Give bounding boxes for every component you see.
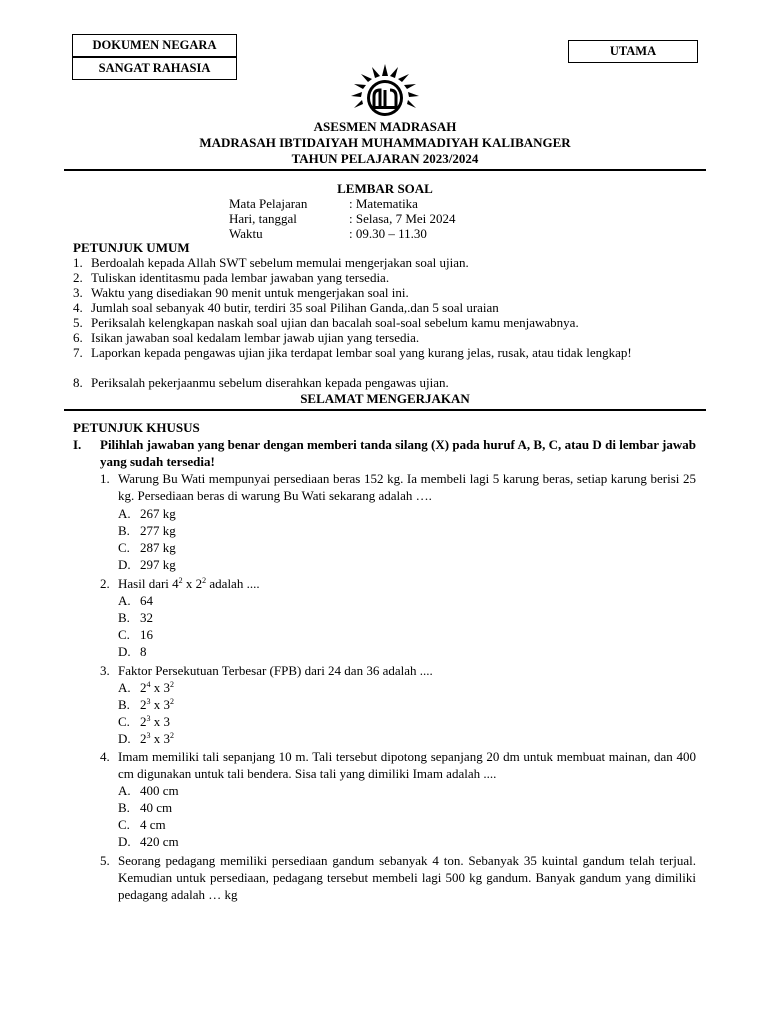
item-text: Periksalah kelengkapan naskah soal ujian dan bacalah soal-soal sebelum kamu menjawabnya. — [91, 315, 579, 330]
option-d — [118, 556, 176, 573]
option-c — [118, 816, 179, 833]
option-c — [118, 713, 174, 730]
closing-greeting: SELAMAT MENGERJAKAN — [300, 391, 470, 406]
question-text: Imam memiliki tali sepanjang 10 m. Tali tersebut dipotong sepanjang 20 dm untuk membuat mainan, dan 400 cm digunakan untuk tali bendera. Sisa tali yang dimiliki Imam adalah .... — [118, 749, 696, 781]
option-text: $2^3$ x $3^2$ — [140, 731, 174, 746]
info-value: : Matematika — [349, 196, 418, 211]
list-item — [73, 255, 683, 270]
item-text: Tuliskan identitasmu pada lembar jawaban yang tersedia. — [91, 270, 390, 285]
list-item — [73, 285, 683, 300]
info-row-time — [229, 225, 427, 242]
option-letter: D. — [118, 644, 131, 659]
item-number: 2. — [73, 270, 83, 285]
item-number: 3. — [73, 285, 83, 300]
box-dokumen-negara: DOKUMEN NEGARA — [72, 34, 237, 57]
question-number: 4. — [100, 749, 110, 764]
option-letter: D. — [118, 557, 131, 572]
item-number: 6. — [73, 330, 83, 345]
options-2 — [118, 592, 153, 660]
option-text: 40 cm — [140, 800, 173, 815]
question-number: 3. — [100, 663, 110, 678]
options-4 — [118, 782, 179, 850]
option-d — [118, 643, 153, 660]
item-number: 7. — [73, 345, 83, 360]
question-5 — [100, 852, 696, 903]
question-number: 1. — [100, 471, 110, 486]
info-key: Waktu — [229, 226, 263, 241]
item-text: Berdoalah kepada Allah SWT sebelum memulai mengerjakan soal ujian. — [91, 255, 469, 270]
option-text: 267 kg — [140, 506, 176, 521]
info-key: Hari, tanggal — [229, 211, 297, 226]
item-text: Laporkan kepada pengawas ujian jika terdapat lembar soal yang kurang jelas, rusak, atau tidak lengkap! — [91, 345, 632, 360]
question-number: 2. — [100, 576, 110, 591]
option-letter: A. — [118, 506, 131, 521]
option-letter: B. — [118, 610, 130, 625]
item-text: Waktu yang disediakan 90 menit untuk mengerjakan soal ini. — [91, 285, 409, 300]
info-key: Mata Pelajaran — [229, 196, 308, 211]
option-letter: C. — [118, 817, 130, 832]
option-letter: A. — [118, 680, 131, 695]
item-number: 5. — [73, 315, 83, 330]
option-text: 420 cm — [140, 834, 179, 849]
option-text: 400 cm — [140, 783, 179, 798]
header-divider — [64, 169, 706, 171]
question-text: Hasil dari $4^2$ x $2^2$ adalah .... — [118, 576, 260, 591]
option-letter: D. — [118, 731, 131, 746]
question-number: 5. — [100, 853, 110, 868]
options-3 — [118, 679, 174, 747]
box-utama: UTAMA — [568, 40, 698, 63]
option-text: 287 kg — [140, 540, 176, 555]
option-text: $2^4$ x $3^2$ — [140, 680, 174, 695]
option-b — [118, 799, 179, 816]
option-text: 16 — [140, 627, 153, 642]
option-letter: A. — [118, 593, 131, 608]
option-d — [118, 833, 179, 850]
item-number: 1. — [73, 255, 83, 270]
option-text: 297 kg — [140, 557, 176, 572]
option-text: 4 cm — [140, 817, 166, 832]
option-letter: A. — [118, 783, 131, 798]
section-divider — [64, 409, 706, 411]
option-letter: C. — [118, 627, 130, 642]
option-d — [118, 730, 174, 747]
option-b — [118, 522, 176, 539]
option-letter: B. — [118, 697, 130, 712]
list-item — [73, 270, 683, 285]
school-year: TAHUN PELAJARAN 2023/2024 — [291, 151, 479, 166]
option-text: 64 — [140, 593, 153, 608]
option-letter: C. — [118, 714, 130, 729]
option-text: $2^3$ x 3 — [140, 714, 170, 729]
options-1 — [118, 505, 176, 573]
option-b — [118, 609, 153, 626]
school-name: MADRASAH IBTIDAIYAH MUHAMMADIYAH KALIBANGER — [199, 135, 571, 150]
option-letter: B. — [118, 800, 130, 815]
list-item — [73, 330, 683, 345]
item-text: Periksalah pekerjaanmu sebelum diserahkan kepada pengawas ujian. — [91, 375, 449, 390]
question-4 — [100, 748, 696, 782]
option-a — [118, 592, 153, 609]
question-1 — [100, 470, 696, 504]
list-item — [73, 315, 683, 330]
option-text: $2^3$ x $3^2$ — [140, 697, 174, 712]
list-item — [73, 300, 683, 315]
specific-instructions-title: PETUNJUK KHUSUS — [73, 420, 200, 435]
section-number: I. — [73, 437, 82, 452]
option-text: 32 — [140, 610, 153, 625]
list-item — [73, 345, 683, 375]
item-text: Isikan jawaban soal kedalam lembar jawab ujian yang tersedia. — [91, 330, 420, 345]
general-instructions-list — [73, 255, 683, 390]
option-letter: C. — [118, 540, 130, 555]
item-text: Jumlah soal sebanyak 40 butir, terdiri 35 soal Pilihan Ganda,.dan 5 soal uraian — [91, 300, 499, 315]
option-a — [118, 782, 179, 799]
option-letter: D. — [118, 834, 131, 849]
box-sangat-rahasia: SANGAT RAHASIA — [72, 57, 237, 80]
section-instruction: Pilihlah jawaban yang benar dengan memberi tanda silang (X) pada huruf A, B, C, atau D di lembar jawab yang sudah tersedia! — [100, 437, 696, 469]
question-text: Faktor Persekutuan Terbesar (FPB) dari 24 dan 36 adalah .... — [118, 663, 433, 678]
option-letter: B. — [118, 523, 130, 538]
question-text: Seorang pedagang memiliki persediaan gandum sebanyak 4 ton. Sebanyak 35 kuintal gandum telah terjual. Kemudian untuk persediaan, pedagang tersebut membeli lagi 500 kg gandum. Banyak gandum yang dimiliki pedagang adalah … kg — [118, 853, 696, 902]
option-a — [118, 505, 176, 522]
option-c — [118, 626, 153, 643]
info-value: : Selasa, 7 Mei 2024 — [349, 211, 456, 226]
item-number: 8. — [73, 375, 83, 390]
option-text: 8 — [140, 644, 147, 659]
general-instructions-title: PETUNJUK UMUM — [73, 240, 190, 255]
question-3 — [100, 662, 696, 679]
exam-title: ASESMEN MADRASAH — [313, 119, 457, 134]
question-2 — [100, 575, 696, 592]
option-text: 277 kg — [140, 523, 176, 538]
option-b — [118, 696, 174, 713]
list-item — [73, 375, 683, 390]
question-text: Warung Bu Wati mempunyai persediaan beras 152 kg. Ia membeli lagi 5 karung beras, setiap karung berisi 25 kg. Persediaan beras di warung Bu Wati sekarang adalah …. — [118, 471, 696, 503]
option-a — [118, 679, 174, 696]
muhammadiyah-logo-icon — [350, 62, 420, 120]
sheet-title: LEMBAR SOAL — [337, 181, 433, 196]
option-c — [118, 539, 176, 556]
item-number: 4. — [73, 300, 83, 315]
info-value: : 09.30 – 11.30 — [349, 226, 427, 241]
